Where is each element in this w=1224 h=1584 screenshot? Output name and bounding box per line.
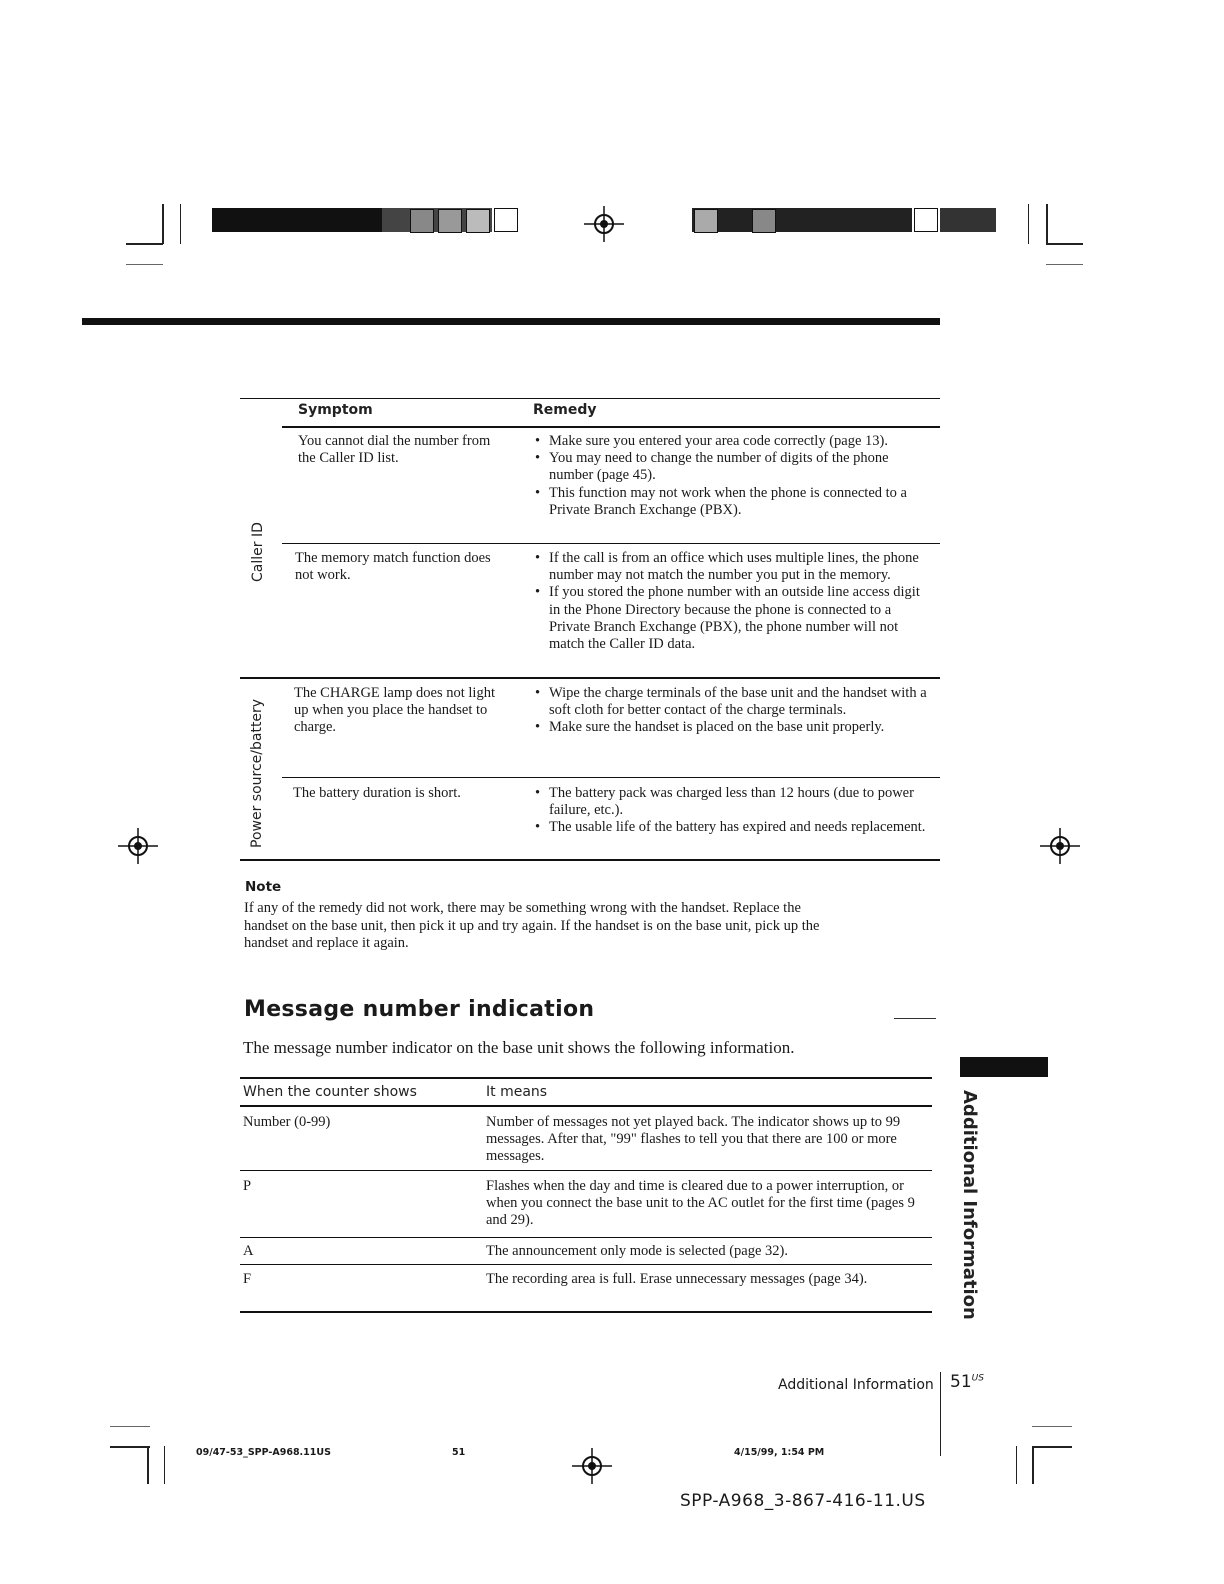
section-intro: The message number indicator on the base unit shows the following information.	[243, 1038, 795, 1057]
table-bottom-rule	[240, 859, 940, 861]
footer-section-name: Additional Information	[778, 1377, 934, 1393]
page-suffix: US	[971, 1373, 984, 1384]
symptom-cell: The CHARGE lamp does not light up when you place the handset to charge.	[294, 685, 495, 736]
remedy-item: • If the call is from an office which uses multiple lines, the phone number may not match the number you put in the memory.	[533, 550, 933, 584]
footer-divider	[940, 1372, 941, 1456]
section-title: Message number indication	[244, 997, 595, 1022]
color-bar-right-end	[940, 208, 996, 232]
table-top-rule	[240, 398, 940, 399]
registration-mark-icon	[572, 1446, 612, 1486]
remedy-header: Remedy	[533, 402, 597, 418]
counter-cell: F	[243, 1271, 252, 1287]
remedy-item: • You may need to change the number of digits of the phone number (page 45).	[533, 450, 933, 484]
group-label-caller-id: Caller ID	[250, 522, 266, 582]
crop-mark-bottom-right-v2	[1016, 1446, 1017, 1484]
crop-mark-top-left-h2	[126, 264, 163, 265]
crop-mark-bottom-right-v	[1032, 1446, 1034, 1484]
table-header-rule	[282, 426, 940, 428]
remedy-list	[533, 433, 933, 519]
group-rule	[240, 677, 940, 679]
row-rule	[282, 777, 940, 778]
means-header: It means	[486, 1084, 548, 1100]
remedy-list	[533, 550, 933, 653]
doc-code: SPP-A968_3-867-416-11.US	[680, 1491, 926, 1511]
crop-mark-bottom-left-h	[110, 1446, 150, 1448]
message-row-rule	[240, 1237, 932, 1238]
remedy-item: • Make sure the handset is placed on the base unit properly.	[533, 719, 933, 736]
crop-mark-top-left-v2	[180, 204, 181, 244]
color-swatch	[694, 209, 718, 233]
note-body: If any of the remedy did not work, there may be something wrong with the handset. Replace the handset on the base unit, then pick it up and try again. If the handset is on the base unit, pick up the handset and replace it again.	[244, 900, 820, 951]
crop-mark-top-right-h	[1046, 243, 1083, 245]
color-swatch	[438, 209, 462, 233]
crop-mark-bottom-right-h	[1032, 1446, 1072, 1448]
symptom-cell: The battery duration is short.	[293, 785, 461, 801]
crop-mark-bottom-left-h2	[110, 1426, 150, 1427]
group-label-power-battery: Power source/battery	[249, 698, 265, 848]
means-cell: Flashes when the day and time is cleared due to a power interruption, or when you connect the base unit to the AC outlet for the first time (pages 9 and 29).	[486, 1178, 915, 1229]
remedy-item: • The battery pack was charged less than 12 hours (due to power failure, etc.).	[533, 785, 933, 819]
remedy-item: • Wipe the charge terminals of the base unit and the handset with a soft cloth for better contact of the charge terminals.	[533, 685, 933, 719]
counter-cell: Number (0-99)	[243, 1114, 331, 1130]
color-swatch	[410, 209, 434, 233]
row-rule	[282, 543, 940, 544]
color-bar-left	[212, 208, 382, 232]
message-header-rule	[240, 1105, 932, 1107]
page-number: 51	[950, 1372, 972, 1392]
remedy-item: • This function may not work when the phone is connected to a Private Branch Exchange (PBX).	[533, 485, 933, 519]
slug-file: 09/47-53_SPP-A968.11US	[196, 1447, 331, 1458]
crop-mark-top-right-v	[1046, 204, 1048, 244]
slug-date: 4/15/99, 1:54 PM	[734, 1447, 825, 1458]
header-rule	[82, 318, 940, 325]
crop-mark-top-left-v	[162, 204, 164, 244]
means-cell: The announcement only mode is selected (page 32).	[486, 1243, 788, 1259]
message-row-rule	[240, 1170, 932, 1171]
crop-mark-top-right-h2	[1046, 264, 1083, 265]
crop-mark-top-left-h	[126, 243, 163, 245]
remedy-list	[533, 785, 933, 837]
registration-mark-icon	[584, 204, 624, 244]
color-swatch	[752, 209, 776, 233]
side-tab-label: Additional Information	[959, 1090, 980, 1320]
means-cell: The recording area is full. Erase unnecessary messages (page 34).	[486, 1271, 868, 1287]
registration-mark-icon	[1040, 826, 1080, 866]
crop-mark-bottom-right-h2	[1032, 1426, 1072, 1427]
color-swatch-empty	[494, 208, 518, 232]
remedy-cell	[533, 550, 933, 653]
color-bar-right	[692, 208, 912, 232]
symptom-cell: The memory match function does not work.	[295, 550, 491, 584]
message-row-rule	[240, 1264, 932, 1265]
remedy-item: • If you stored the phone number with an outside line access digit in the Phone Directory because the phone is connected to a Private Branch Exchange (PBX), the phone number will not match the Caller ID data.	[533, 584, 933, 653]
remedy-item: • The usable life of the battery has expired and needs replacement.	[533, 819, 933, 836]
symptom-header: Symptom	[298, 402, 373, 418]
note-heading: Note	[245, 879, 282, 895]
counter-cell: P	[243, 1178, 252, 1194]
remedy-cell	[533, 433, 933, 519]
registration-mark-icon	[118, 826, 158, 866]
symptom-cell: You cannot dial the number from the Caller ID list.	[298, 433, 491, 467]
remedy-cell	[533, 685, 933, 737]
message-table-bottom-rule	[240, 1311, 932, 1313]
counter-cell: A	[243, 1243, 254, 1259]
color-swatch	[466, 209, 490, 233]
slug-page: 51	[452, 1447, 466, 1458]
remedy-cell	[533, 785, 933, 837]
crop-mark-bottom-left-v	[147, 1446, 149, 1484]
crop-mark-top-right-v2	[1028, 204, 1029, 244]
crop-mark-bottom-left-v2	[164, 1446, 165, 1484]
remedy-item: • Make sure you entered your area code correctly (page 13).	[533, 433, 933, 450]
message-table-top-rule	[240, 1077, 932, 1079]
color-swatch-empty	[914, 208, 938, 232]
counter-header: When the counter shows	[243, 1084, 417, 1100]
title-dash	[894, 1018, 936, 1019]
remedy-list	[533, 685, 933, 737]
means-cell: Number of messages not yet played back. The indicator shows up to 99 messages. After that, "99" flashes to tell you that there are 100 or more messages.	[486, 1114, 901, 1165]
footer-page-number	[950, 1372, 984, 1392]
side-tab-block	[960, 1057, 1048, 1077]
